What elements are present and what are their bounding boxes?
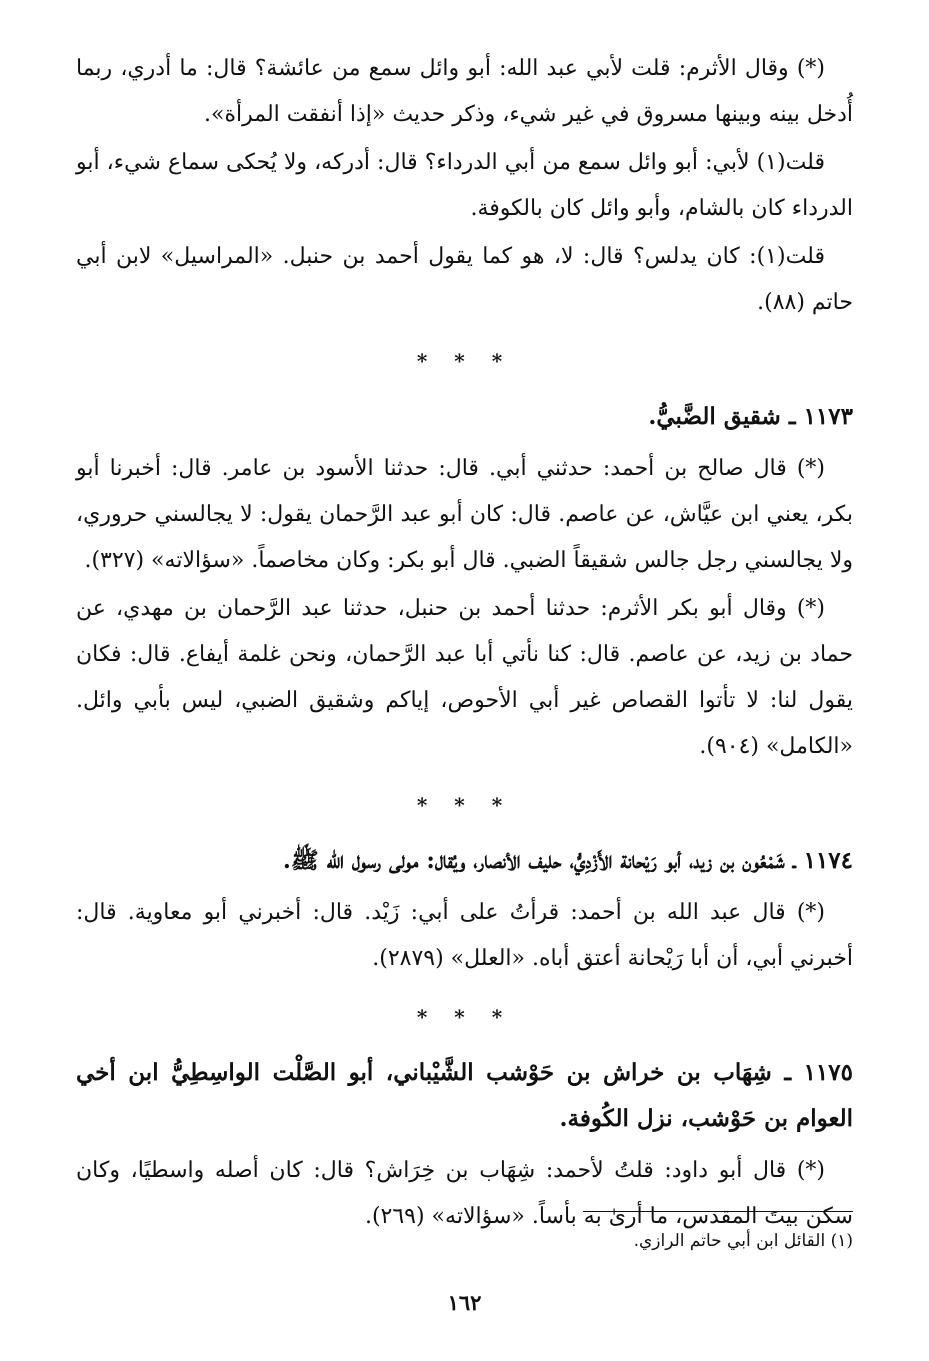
section-separator: * * * <box>416 793 513 817</box>
entry-heading-1173: ١١٧٣ ـ شقيق الضَّبيُّ. <box>648 403 853 430</box>
section-separator: * * * <box>416 1005 513 1029</box>
paragraph-abu-dawud: (*) قال أبو داود: قلتُ لأحمد: شِهَاب بن خِرَاش؟ قال: كان أصله واسطيًا، وكان سكن بيتَ المقدس، ما أرىٰ به بأساً. «سؤالاته» (٢٦٩). <box>76 1158 853 1229</box>
page-body <box>76 46 853 1361</box>
paragraph-tadlis: قلت(١): كان يدلس؟ قال: لا، هو كما يقول أحمد بن حنبل. «المراسيل» لابن أبي حاتم (٨٨). <box>76 244 853 315</box>
footnote: (١) القائل ابن أبي حاتم الرازي. <box>633 1231 853 1251</box>
footnote-divider <box>583 1211 853 1212</box>
page-number: ١٦٢ <box>447 1290 482 1315</box>
paragraph-abu-bakr-athram: (*) وقال أبو بكر الأثرم: حدثنا أحمد بن حنبل، حدثنا عبد الرَّحمان بن مهدي، عن حماد بن زيد، عن عاصم. قال: كنا نأتي أبا عبد الرَّحمان، ونحن غلمة أيفاع. قال: فكان يقول لنا: لا تأتوا القصاص غير أبي الأحوص، إياكم وشقيق الضبي، ليس بأبي وائل. «الكامل» (٩٠٤). <box>76 596 853 759</box>
paragraph-athram-aisha: (*) وقال الأثرم: قلت لأبي عبد الله: أبو وائل سمع من عائشة؟ قال: ما أدري، ربما أُدخل بينه وبينها مسروق في غير شيء، وذكر حديث «إذا أنفقت المرأة». <box>76 56 853 127</box>
entry-heading-1175: ١١٧٥ ـ شِهَاب بن خراش بن حَوْشب الشَّيْباني، أبو الصَّلْت الواسِطِيُّ ابن أخي العوام بن حَوْشب، نزل الكُوفة. <box>76 1059 853 1132</box>
entry-heading-1174: ١١٧٤ ـ شَمْعُون بن زيد، أبو رَيْحانة الأَزْدِيُّ، حليف الأنصار، ويُقال: مولى رسول الله ﷺ. <box>282 847 853 874</box>
paragraph-salih-ibn-ahmad: (*) قال صالح بن أحمد: حدثني أبي. قال: حدثنا الأسود بن عامر. قال: أخبرنا أبو بكر، يعني ابن عيَّاش، عن عاصم. قال: كان أبو عبد الرَّحمان يقول: لا يجالسني حروري، ولا يجالسني رجل جالس شقيقاً الضبي. قال أبو بكر: وكان مخاصماً. «سؤالاته» (٣٢٧). <box>76 456 853 573</box>
paragraph-abu-darda: قلت(١) لأبي: أبو وائل سمع من أبي الدرداء؟ قال: أدركه، ولا يُحكى سماع شيء، أبو الدرداء كان بالشام، وأبو وائل كان بالكوفة. <box>76 150 853 221</box>
section-separator: * * * <box>416 349 513 373</box>
paragraph-abdullah-ibn-ahmad: (*) قال عبد الله بن أحمد: قرأتُ على أبي: زَيْد. قال: أخبرني أبو معاوية. قال: أخبرني أبي، أن أبا رَيْحانة أعتق أباه. «العلل» (٢٨٧٩). <box>76 900 853 971</box>
